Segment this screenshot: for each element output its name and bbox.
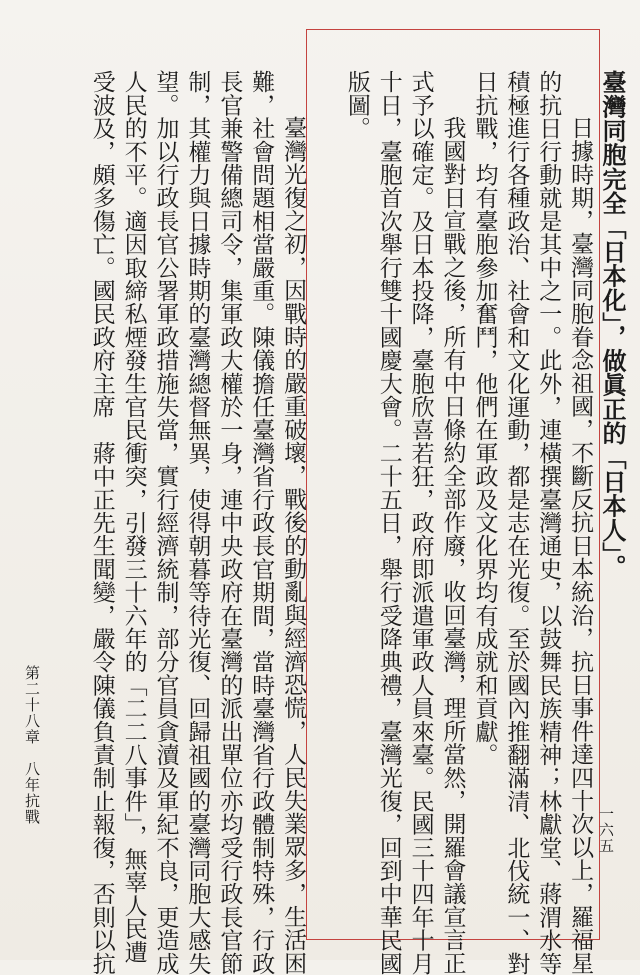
column-gap — [313, 70, 336, 930]
paragraph-3-line-6: 人民的不平。適因取締私煙發生官民衝突，引發三十六年的「二二八事件」，無辜人民遭 — [120, 70, 147, 964]
paragraph-3-line-1: 臺灣光復之初，因戰時的嚴重破壞，戰後的動亂與經濟恐慌，人民失業眾多，生活困 — [280, 116, 307, 975]
paragraph-2-line-1: 我國對日宣戰之後，所有中日條約全部作廢，收回臺灣，理所當然，開羅會議宣言正 — [439, 116, 466, 975]
paragraph-2-line-3: 十日，臺胞首次舉行雙十國慶大會。二十五日，舉行受降典禮，臺灣光復，回到中華民國 — [375, 70, 402, 975]
paragraph-2-line-4: 版圖。 — [343, 70, 370, 140]
paragraph-1-line-1: 日據時期，臺灣同胞眷念祖國，不斷反抗日本統治，抗日事件達四十次以上，羅福星 — [567, 116, 594, 975]
paragraph-3-line-5: 望。加以行政長官公署軍政措施失當，實行經濟統制，部分官員貪瀆及軍紀不良，更造成 — [152, 70, 179, 975]
paragraph-3-line-3: 長官兼警備總司令，集軍政大權於一身，連中央政府在臺灣的派出單位亦均受行政長官節 — [216, 70, 243, 975]
paragraph-3-line-7: 受波及，頗多傷亡。國民政府主席 蔣中正先生聞變，嚴令陳儀負責制止報復，否則以抗 — [88, 70, 115, 975]
paragraph-1-line-4: 日抗戰，均有臺胞參加奮鬥，他們在軍政及文化界均有成就和貢獻。 — [471, 70, 498, 766]
paragraph-3-line-2: 難，社會問題相當嚴重。陳儀擔任臺灣省行政長官期間，當時臺灣省行政體制特殊，行政 — [248, 70, 275, 975]
page-number: 一六五 — [597, 806, 615, 854]
paragraph-3-line-4: 制，其權力與日據時期的臺灣總督無異，使得朝暮等待光復、回歸祖國的臺灣同胞大感失 — [184, 70, 211, 975]
section-heading: 臺灣同胞完全「日本化」，做眞正的「日本人」。 — [598, 70, 627, 579]
paragraph-2-line-2: 式予以確定。及日本投降，臺胞欣喜若狂，政府即派遣軍政人員來臺。民國三十四年十月 — [407, 70, 434, 975]
chapter-footer: 第二十八章 八年抗戰 — [23, 665, 41, 825]
paragraph-1-line-2: 的抗日行動就是其中之一。此外，連橫撰臺灣通史，以鼓舞民族精神；林獻堂、蔣渭水等 — [535, 70, 562, 975]
paragraph-1-line-3: 積極進行各種政治、社會和文化運動，都是志在光復。至於國內推翻滿清、北伐統一、對 — [503, 70, 530, 975]
text-body — [88, 70, 627, 975]
